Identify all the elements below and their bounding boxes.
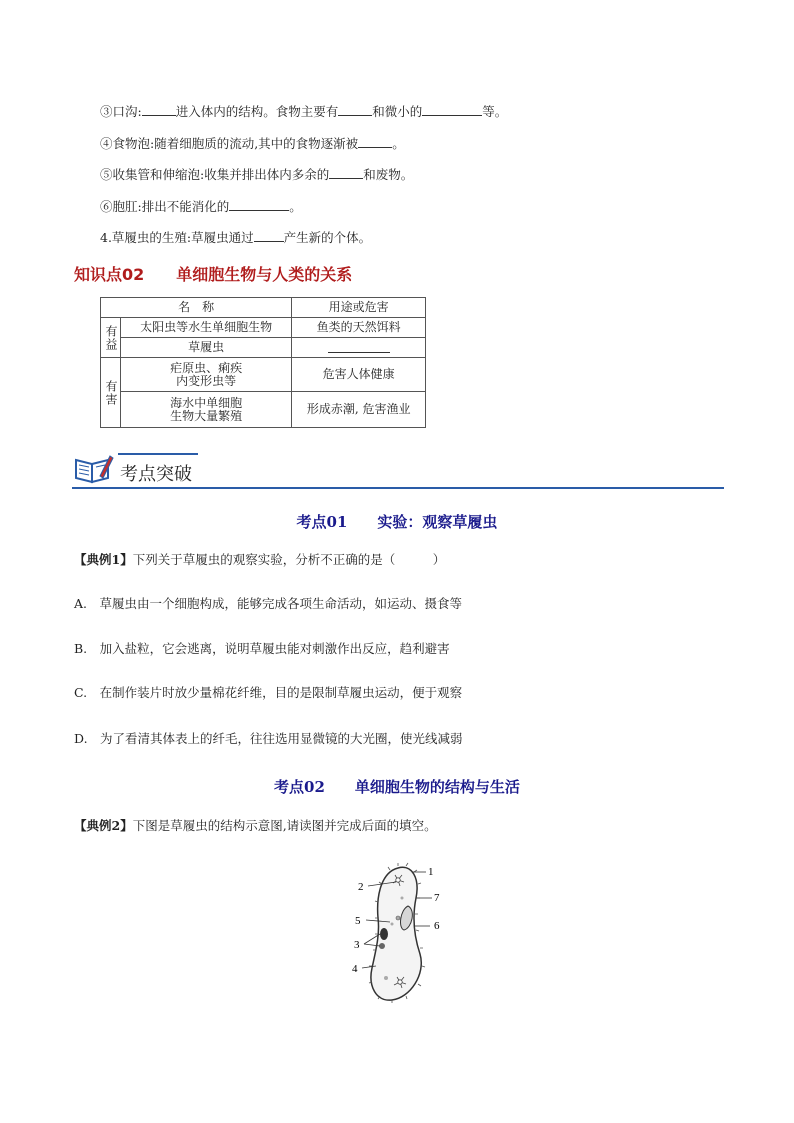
table-cell-use: 鱼类的天然饵料 <box>292 318 426 338</box>
diagram-label: 2 <box>358 881 364 893</box>
diagram-label: 3 <box>354 939 360 951</box>
relation-table <box>100 297 426 428</box>
table-cell-name: 疟原虫、痢疾 内变形虫等 <box>120 358 291 392</box>
table-header-use: 用途或危害 <box>292 298 426 318</box>
blank <box>142 103 176 116</box>
fill-line-oral-groove: ③口沟: 进入体内的结构。食物主要有 和微小的 等。 <box>100 104 508 119</box>
diagram-label: 5 <box>355 915 361 927</box>
option-c: C. 在制作装片时放少量棉花纤维，目的是限制草履虫运动，便于观察 <box>74 685 463 700</box>
section-title: 考点突破 <box>120 464 192 485</box>
blank <box>358 135 392 148</box>
blank <box>254 229 284 242</box>
group-harmful: 有害 <box>101 358 121 428</box>
section-rule-top <box>118 453 198 455</box>
kaodian-02-title: 考点02 单细胞生物的结构与生活 <box>274 778 520 796</box>
knowledge-point-heading: 知识点02 单细胞生物与人类的关系 <box>74 265 353 284</box>
example-2-question: 【典例2】下图是草履虫的结构示意图,请读图并完成后面的填空。 <box>74 818 437 833</box>
table-cell-name: 草履虫 <box>120 338 291 358</box>
option-a: A. 草履虫由一个细胞构成，能够完成各项生命活动，如运动、摄食等 <box>74 596 463 611</box>
fill-line-reproduction: 4.草履虫的生殖:草履虫通过 产生新的个体。 <box>100 230 372 245</box>
blank <box>329 166 363 179</box>
diagram-label: 6 <box>434 920 440 932</box>
table-cell-use: 危害人体健康 <box>292 358 426 392</box>
paramecium-body <box>371 867 421 1000</box>
group-beneficial: 有益 <box>101 318 121 358</box>
option-d: D. 为了看清其体表上的纤毛，往往选用显微镜的大光圈，使光线减弱 <box>74 731 463 746</box>
table-header-name: 名 称 <box>101 298 292 318</box>
example-1-question: 【典例1】下列关于草履虫的观察实验，分析不正确的是（ ） <box>74 552 446 567</box>
blank <box>338 103 372 116</box>
table-cell-name: 海水中单细胞 生物大量繁殖 <box>120 392 291 428</box>
kaodian-01-title: 考点01 实验：观察草履虫 <box>296 513 498 531</box>
paramecium-diagram <box>340 858 460 1012</box>
table-cell-name: 太阳虫等水生单细胞生物 <box>120 318 291 338</box>
book-icon <box>72 452 114 490</box>
diagram-label: 1 <box>428 866 434 878</box>
diagram-label: 7 <box>434 892 440 904</box>
table-cell-use: 形成赤潮, 危害渔业 <box>292 392 426 428</box>
fill-line-food-vacuole: ④食物泡:随着细胞质的流动,其中的食物逐渐被 。 <box>100 136 405 151</box>
option-b: B. 加入盐粒，它会逃离，说明草履虫能对刺激作出反应，趋利避害 <box>74 641 450 656</box>
diagram-label: 4 <box>352 963 358 975</box>
section-rule <box>72 487 724 489</box>
blank <box>229 198 289 211</box>
table-cell-use-blank <box>292 338 426 358</box>
blank <box>422 103 482 116</box>
fill-line-contractile-vacuole: ⑤收集管和伸缩泡:收集并排出体内多余的 和废物。 <box>100 167 414 182</box>
fill-line-anal-pore: ⑥胞肛:排出不能消化的 。 <box>100 199 302 214</box>
